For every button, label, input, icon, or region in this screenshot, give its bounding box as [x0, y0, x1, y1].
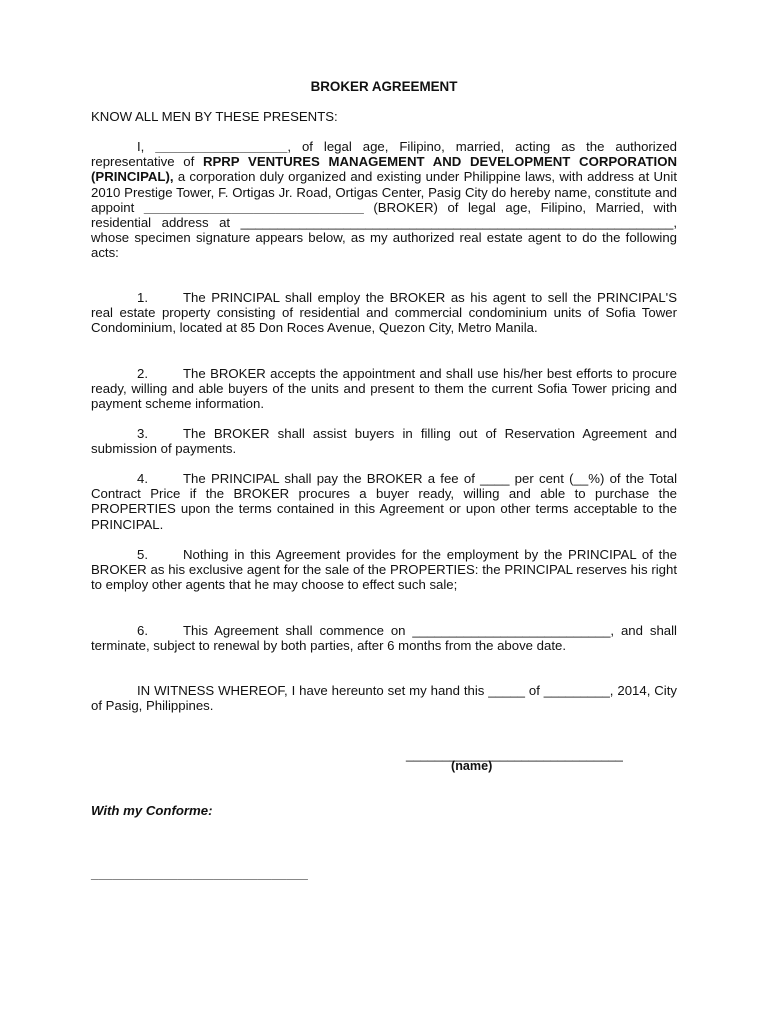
- salutation: KNOW ALL MEN BY THESE PRESENTS:: [91, 109, 338, 124]
- clause-number: 2.: [137, 366, 148, 381]
- clause-text: This Agreement shall commence on ___________________________, and shall terminate, subject to renewal by both parties, after 6 months from the above date.: [91, 623, 677, 654]
- intro-paragraph: [91, 139, 677, 261]
- intro-mid: , of legal age, Filipino, married, acting as the authorized representative of: [91, 139, 677, 170]
- clause-2: [91, 366, 677, 412]
- clause-text: The BROKER shall assist buyers in filling out of Reservation Agreement and submission of payments.: [91, 426, 677, 457]
- clause-text: The PRINCIPAL shall employ the BROKER as his agent to sell the PRINCIPAL'S real estate property consisting of residential and commercial condominium units of Sofia Tower Condominium, located at 85 Don Roces Avenue, Quezon City, Metro Manila.: [91, 290, 677, 336]
- conforme-label: With my Conforme:: [91, 803, 213, 818]
- clause-number: 1.: [137, 290, 148, 305]
- conforme-signature-line: ______________________________: [91, 866, 308, 881]
- clause-number: 5.: [137, 547, 148, 562]
- broker-name-blank: ______________________________: [143, 199, 364, 215]
- clause-number: 4.: [137, 471, 148, 486]
- clause-3: [91, 426, 677, 456]
- principal-name-blank: __________________: [155, 139, 288, 154]
- company-name: RPRP VENTURES MANAGEMENT AND DEVELOPMENT CORPORATION (PRINCIPAL),: [91, 154, 677, 185]
- clause-1: [91, 290, 677, 336]
- intro-rest-2: (BROKER) of legal age, Filipino, Married, with residential address at ___________________________________________________________, whose specimen signature appears below, as my authorized real estate agent to do the following acts:: [91, 199, 677, 261]
- clause-number: 3.: [137, 426, 148, 441]
- intro-start: I,: [137, 139, 156, 154]
- signature-name-label: (name): [451, 759, 493, 773]
- clause-text: The BROKER accepts the appointment and shall use his/her best efforts to procure ready, willing and able buyers of the units and present to them the current Sofia Tower pricing and payment scheme information.: [91, 366, 677, 412]
- witness-paragraph: IN WITNESS WHEREOF, I have hereunto set my hand this _____ of _________, 2014, City of Pasig, Philippines.: [91, 683, 677, 714]
- signature-line: ______________________________: [406, 747, 623, 762]
- clause-4: [91, 471, 677, 532]
- intro-rest-1: a corporation duly organized and existing under Philippine laws, with address at Unit 2010 Prestige Tower, F. Ortigas Jr. Road, Ortigas Center, Pasig City do hereby name, constitute and appoint: [91, 169, 677, 215]
- clause-text: The PRINCIPAL shall pay the BROKER a fee of ____ per cent (__%) of the Total Contract Price if the BROKER procures a buyer ready, willing and able to purchase the PROPERTIES upon the terms contained in this Agreement or upon other terms acceptable to the PRINCIPAL.: [91, 471, 677, 532]
- document-title: BROKER AGREEMENT: [310, 79, 458, 94]
- clause-5: [91, 547, 677, 593]
- clause-number: 6.: [137, 623, 148, 638]
- clause-text: Nothing in this Agreement provides for the employment by the PRINCIPAL of the BROKER as his exclusive agent for the sale of the PROPERTIES: the PRINCIPAL reserves his right to employ other agents that he may choose to effect such sale;: [91, 547, 677, 593]
- clause-6: [91, 623, 677, 653]
